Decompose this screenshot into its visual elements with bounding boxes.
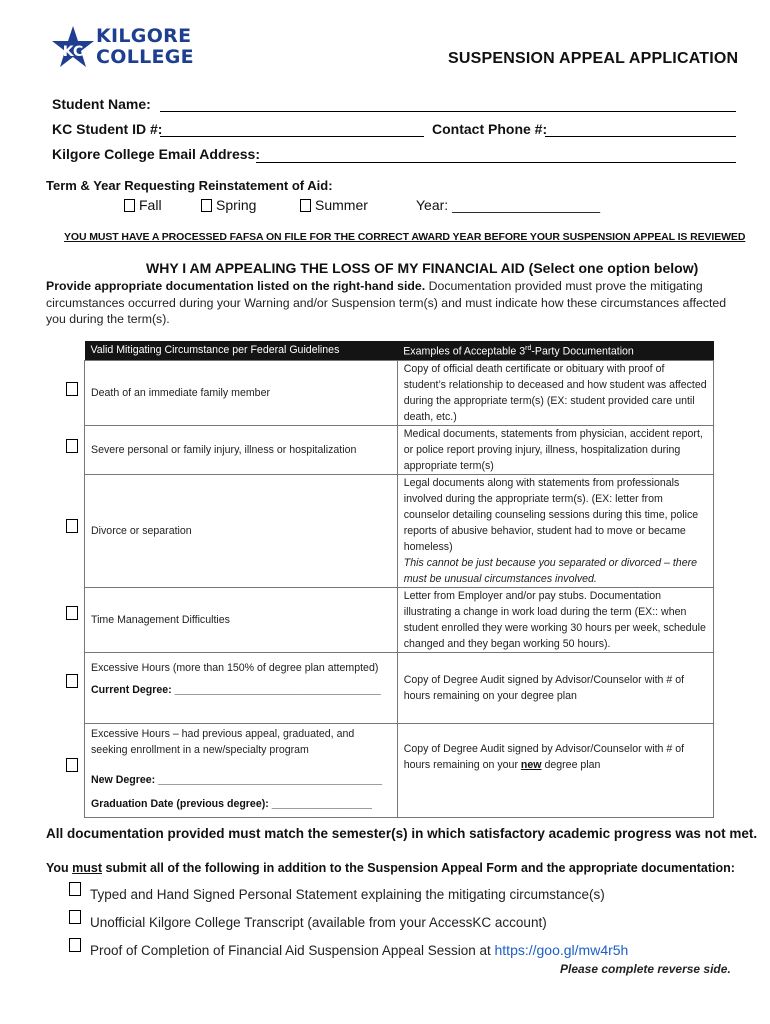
documentation-cell: Copy of Degree Audit signed by Advisor/Counselor with # of hours remaining on your new degree plan — [397, 723, 713, 817]
intro-bold: Provide appropriate documentation listed on the right-hand side. — [46, 279, 426, 293]
column-header-documentation: Examples of Acceptable 3rd-Party Documentation — [397, 341, 713, 360]
table-row — [85, 425, 714, 474]
term-option-label: Summer — [315, 197, 368, 213]
documentation-cell — [397, 474, 713, 587]
checkbox-icon[interactable] — [300, 199, 311, 212]
new-degree-field[interactable]: New Degree: ______________________________________ — [91, 773, 383, 786]
logo-line-1: KILGORE — [96, 25, 192, 47]
term-option-spring[interactable] — [201, 197, 256, 213]
documentation-match-note: All documentation provided must match the semester(s) in which satisfactory academic progress was not met. — [46, 826, 758, 841]
checkbox-time-management[interactable] — [66, 606, 78, 620]
checkbox-divorce[interactable] — [66, 519, 78, 533]
circumstance-cell — [85, 652, 398, 723]
section-heading: WHY I AM APPEALING THE LOSS OF MY FINANCIAL AID (Select one option below) — [146, 260, 699, 276]
checkbox-personal-statement[interactable] — [69, 882, 81, 896]
circumstance-cell: Death of an immediate family member — [85, 360, 398, 425]
term-label: Term & Year Requesting Reinstatement of Aid: — [46, 178, 333, 193]
fafsa-notice: YOU MUST HAVE A PROCESSED FAFSA ON FILE FOR THE CORRECT AWARD YEAR BEFORE YOUR SUSPENSION APPEAL IS REVIEWED — [64, 231, 746, 243]
contact-phone-field[interactable] — [545, 136, 736, 137]
table-row — [85, 474, 714, 587]
checkbox-icon[interactable] — [201, 199, 212, 212]
document-title: SUSPENSION APPEAL APPLICATION — [448, 50, 739, 67]
checkbox-death[interactable] — [66, 382, 78, 396]
circumstance-cell: Divorce or separation — [85, 474, 398, 587]
checkbox-excessive-hours[interactable] — [66, 674, 78, 688]
intro-text: Documentation provided must prove the mitigating circumstances occurred during your Warning and/or Suspension term(s) and must indicate how these circumstances affected you during the term(s). — [46, 279, 727, 326]
appeal-session-link[interactable]: https://goo.gl/mw4r5h — [494, 942, 629, 958]
checkbox-icon[interactable] — [124, 199, 135, 212]
circumstance-text: Excessive Hours – had previous appeal, graduated, and seeking enrollment in a new/specialty program — [91, 727, 355, 756]
requirement-item: Typed and Hand Signed Personal Statement explaining the mitigating circumstance(s) — [90, 887, 605, 902]
year-field[interactable]: Year: ___________________ — [416, 197, 601, 213]
column-header-circumstance: Valid Mitigating Circumstance per Federal Guidelines — [85, 341, 398, 360]
student-name-field[interactable] — [160, 111, 736, 112]
logo-line-2: COLLEGE — [96, 46, 194, 68]
mitigating-circumstances-table — [84, 341, 714, 818]
current-degree-field[interactable]: Current Degree: ___________________________________ — [91, 683, 381, 696]
term-option-label: Fall — [139, 197, 162, 213]
reverse-side-note: Please complete reverse side. — [560, 962, 731, 976]
email-label: Kilgore College Email Address: — [52, 146, 260, 162]
term-option-label: Spring — [216, 197, 257, 213]
checkbox-transcript[interactable] — [69, 910, 81, 924]
email-field[interactable] — [256, 162, 736, 163]
circumstance-text: Excessive Hours (more than 150% of degree plan attempted) — [91, 661, 379, 674]
term-option-fall[interactable] — [124, 197, 162, 213]
table-row — [85, 587, 714, 652]
table-row — [85, 652, 714, 723]
documentation-cell: Letter from Employer and/or pay stubs. Documentation illustrating a change in work load during the term (EX:: when student enrolled they were working 30 hours per week, schedule changed and they began working 50 hours). — [397, 587, 713, 652]
logo-mark: KC — [62, 44, 84, 60]
circumstance-cell: Severe personal or family injury, illness or hospitalization — [85, 425, 398, 474]
checkbox-appeal-session[interactable] — [69, 938, 81, 952]
term-option-summer[interactable] — [300, 197, 368, 213]
circumstance-cell — [85, 723, 398, 817]
logo-wordmark — [96, 26, 194, 68]
documentation-cell: Copy of official death certificate or obituary with proof of student’s relationship to deceased and how student was affected during the appropriate term(s) (EX: student provided care until death, etc.) — [397, 360, 713, 425]
submission-requirements: You must submit all of the following in addition to the Suspension Appeal Form and the appropriate documentation: — [46, 861, 735, 875]
requirement-item: Proof of Completion of Financial Aid Suspension Appeal Session at https://goo.gl/mw4r5h — [90, 942, 629, 958]
contact-phone-label: Contact Phone #: — [432, 121, 548, 137]
documentation-cell: Copy of Degree Audit signed by Advisor/Counselor with # of hours remaining on your degree plan — [397, 652, 713, 723]
requirement-item: Unofficial Kilgore College Transcript (available from your AccessKC account) — [90, 915, 547, 930]
student-name-label: Student Name: — [52, 96, 151, 112]
circumstance-cell: Time Management Difficulties — [85, 587, 398, 652]
table-header-row — [85, 341, 714, 360]
table-row — [85, 723, 714, 817]
documentation-cell: Medical documents, statements from physician, accident report, or police report proving injury, illness, hospitalization during appropriate term(s) — [397, 425, 713, 474]
documentation-text: Legal documents along with statements from professionals involved during the appropriate term(s). (EX: letter from counselor detailing counseling sessions during this time, police reports of abusive behavior, student had to move or became homeless) — [403, 476, 699, 553]
checkbox-excessive-hours-new-program[interactable] — [66, 758, 78, 772]
section-intro — [46, 278, 736, 328]
student-id-field[interactable] — [160, 136, 424, 137]
graduation-date-field[interactable]: Graduation Date (previous degree): _________________ — [91, 797, 372, 810]
checkbox-illness[interactable] — [66, 439, 78, 453]
documentation-note: This cannot be just because you separated or divorced – there must be unusual circumstances involved. — [403, 556, 698, 585]
table-row — [85, 360, 714, 425]
student-id-label: KC Student ID #: — [52, 121, 163, 137]
